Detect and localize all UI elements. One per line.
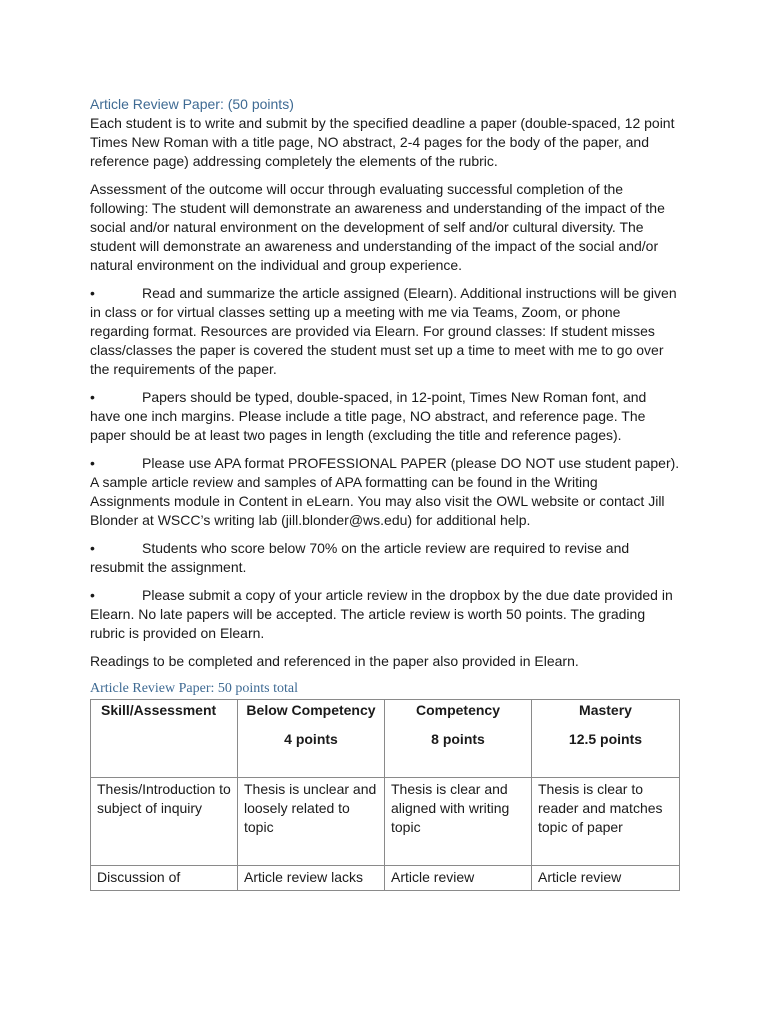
bullet-text: Please use APA format PROFESSIONAL PAPER (please DO NOT use student paper). A sample article review and samples of APA formatting can be found in the Writing Assignments module in Content in eLearn. You may also visit the OWL website or contact Jill Blonder at WSCC’s writing lab (jill.blonder@ws.edu) for additional help. <box>90 455 680 528</box>
header-label: Skill/Assessment <box>101 702 217 718</box>
table-cell: Article review <box>385 866 532 891</box>
table-row <box>91 866 680 891</box>
header-label: Mastery <box>579 702 632 718</box>
document-page <box>90 95 680 891</box>
assessment-paragraph: Assessment of the outcome will occur through evaluating successful completion of the following: The student will demonstrate an awareness and understanding of the impact of the social and/or natural environment on the development of self and/or cultural diversity. The student will demonstrate an awareness and understanding of the impact of the social and/or natural environment on the individual and group experience. <box>90 181 665 273</box>
bullet-item-apa <box>90 454 680 530</box>
rubric-header-row <box>91 700 680 778</box>
table-cell: Article review <box>532 866 680 891</box>
bullet-item-summarize <box>90 284 680 379</box>
header-points: 12.5 points <box>568 731 643 747</box>
table-cell: Thesis is clear to reader and matches topic of paper <box>532 778 680 866</box>
bullet-icon: • <box>90 285 95 301</box>
bullet-icon: • <box>90 540 95 556</box>
bullet-item-format <box>90 388 680 445</box>
bullet-text: Please submit a copy of your article review in the dropbox by the due date provided in Elearn. No late papers will be accepted. The article review is worth 50 points. The grading rubric is provided on Elearn. <box>90 587 673 641</box>
readings-paragraph: Readings to be completed and referenced in the paper also provided in Elearn. <box>90 653 579 669</box>
section-heading: Article Review Paper: (50 points) <box>90 96 294 112</box>
header-competency <box>385 700 532 778</box>
table-cell: Thesis is clear and aligned with writing topic <box>385 778 532 866</box>
bullet-text: Students who score below 70% on the article review are required to revise and resubmit the assignment. <box>90 540 630 575</box>
bullet-text: Papers should be typed, double-spaced, in 12-point, Times New Roman font, and have one inch margins. Please include a title page, NO abstract, and reference page. The paper should be at least two pages in length (excluding the title and reference pages). <box>90 389 647 443</box>
header-label: Competency <box>415 702 501 718</box>
header-label: Below Competency <box>246 702 376 718</box>
rubric-table <box>90 699 680 891</box>
header-mastery <box>532 700 680 778</box>
header-points: 4 points <box>284 731 338 747</box>
bullet-item-resubmit <box>90 539 680 577</box>
table-cell: Article review lacks <box>238 866 385 891</box>
table-cell: Discussion of <box>91 866 238 891</box>
intro-paragraph: Each student is to write and submit by the specified deadline a paper (double-spaced, 12 point Times New Roman with a title page, NO abstract, 2-4 pages for the body of the paper, and reference page) addressing completely the elements of the rubric. <box>90 115 675 169</box>
table-cell: Thesis is unclear and loosely related to topic <box>238 778 385 866</box>
bullet-icon: • <box>90 455 95 471</box>
header-skill-assessment <box>91 700 238 778</box>
bullet-text: Read and summarize the article assigned (Elearn). Additional instructions will be given in class or for virtual classes setting up a meeting with me via Teams, Zoom, or phone regarding format. Resources are provided via Elearn. For ground classes: If student misses class/classes the paper is covered the student must set up a time to meet with me to go over the requirements of the paper. <box>90 285 677 377</box>
bullet-icon: • <box>90 587 95 603</box>
rubric-caption: Article Review Paper: 50 points total <box>90 681 299 696</box>
table-row <box>91 778 680 866</box>
header-points: 8 points <box>431 731 485 747</box>
bullet-item-submit <box>90 586 680 643</box>
bullet-icon: • <box>90 389 95 405</box>
table-cell: Thesis/Introduction to subject of inquiry <box>91 778 238 866</box>
header-below-competency <box>238 700 385 778</box>
